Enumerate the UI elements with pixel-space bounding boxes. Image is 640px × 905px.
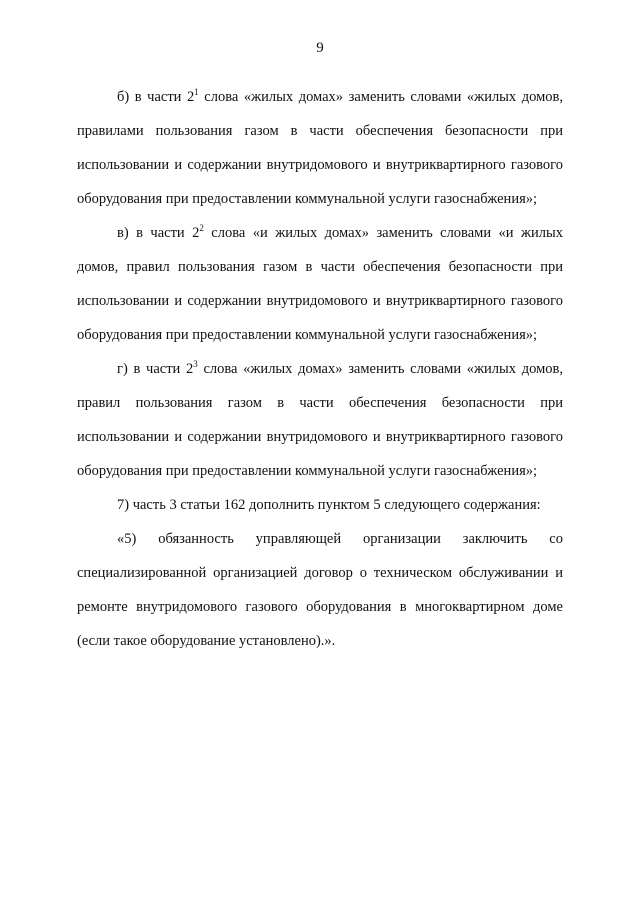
paragraph-b (77, 80, 563, 216)
paragraph-v-superscript: 2 (199, 223, 204, 233)
paragraph-g-start: г) в части 2 (117, 361, 194, 377)
paragraph-v (77, 216, 563, 352)
paragraph-v-rest: слова «и жилых домах» заменить словами «и жилых домов, правил пользования газом в части обеспечения безопасности при использовании и содержании внутридомового и внутриквартирного газового оборудования при предоставлении коммунальной услуги газоснабжения»; (77, 225, 563, 343)
paragraph-b-superscript: 1 (194, 87, 199, 97)
paragraph-v-start: в) в части 2 (117, 225, 200, 241)
paragraph-b-start: б) в части 2 (117, 89, 195, 105)
paragraph-quote-5: «5) обязанность управляющей организации заключить со специализированной организацией договор о техническом обслуживании и ремонте внутридомового газового оборудования в многоквартирном доме (если такое оборудование установлено).». (77, 531, 563, 649)
page-number: 9 (316, 40, 324, 56)
paragraph-g-rest: слова «жилых домах» заменить словами «жилых домов, правил пользования газом в части обеспечения безопасности при использовании и содержании внутридомового и внутриквартирного газового оборудования при предоставлении коммунальной услуги газоснабжения»; (77, 361, 563, 479)
paragraph-g (77, 352, 563, 488)
paragraph-b-rest: слова «жилых домах» заменить словами «жилых домов, правилами пользования газом в части обеспечения безопасности при использовании и содержании внутридомового и внутриквартирного газового оборудования при предоставлении коммунальной услуги газоснабжения»; (77, 89, 563, 207)
paragraph-item-7: 7) часть 3 статьи 162 дополнить пунктом 5 следующего содержания: (117, 497, 541, 513)
document-body (77, 80, 563, 658)
paragraph-g-superscript: 3 (193, 359, 198, 369)
